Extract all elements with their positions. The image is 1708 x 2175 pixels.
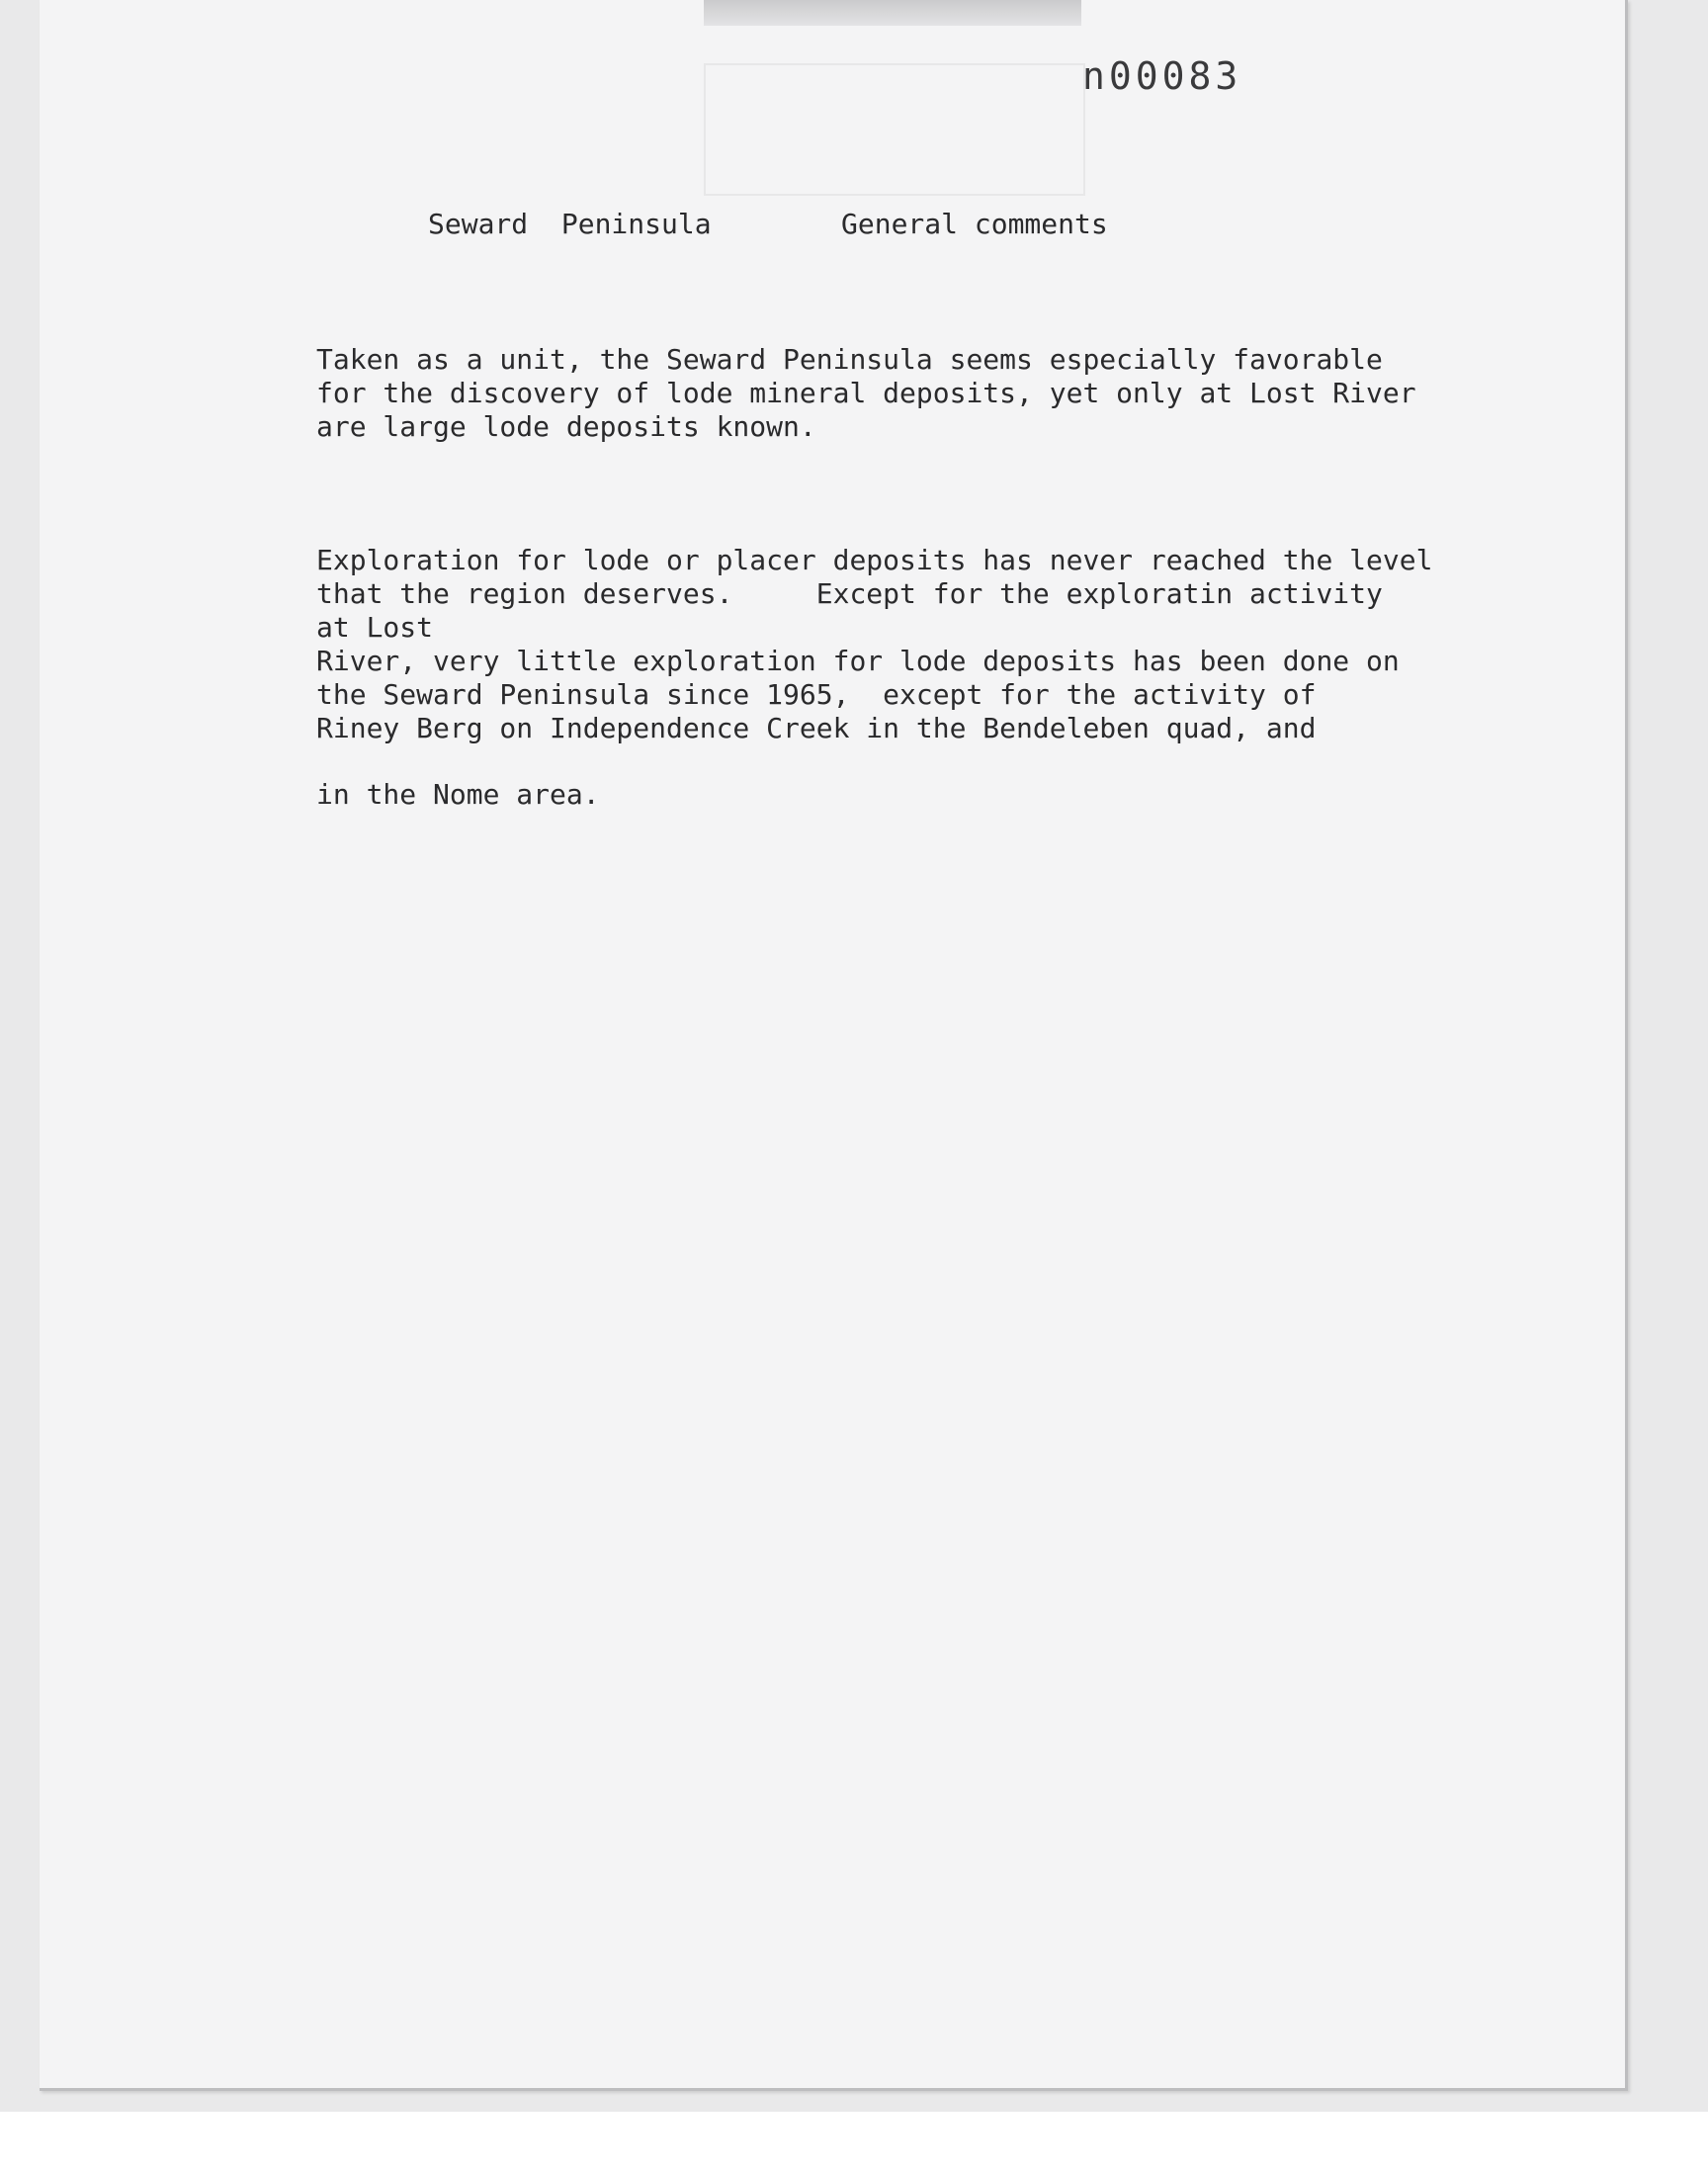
paragraph-2-line: the Seward Peninsula since 1965, except for the activity of — [316, 678, 1317, 711]
paragraph-2-line: River, very little exploration for lode deposits has been done on — [316, 645, 1400, 677]
paragraph-2-line: in the Nome area. — [316, 778, 600, 811]
heading-region: Seward Peninsula — [428, 208, 712, 240]
paragraph-1-line: are large lode deposits known. — [316, 410, 816, 443]
document-page — [40, 0, 1628, 2091]
paragraph-1-line: for the discovery of lode mineral deposits, yet only at Lost River — [316, 377, 1416, 409]
scan-smudge — [704, 0, 1081, 26]
paragraph-2-line: Riney Berg on Independence Creek in the Bendeleben quad, and — [316, 712, 1317, 744]
document-number: n00083 — [1082, 54, 1242, 98]
paragraph-2-line: at Lost — [316, 611, 434, 644]
bleed-through-box — [704, 63, 1085, 196]
heading-topic: General comments — [841, 208, 1108, 240]
paragraph-2-line: that the region deserves. Except for the exploratin activity — [316, 577, 1383, 610]
paragraph-1-line: Taken as a unit, the Seward Peninsula seems especially favorable — [316, 343, 1383, 376]
paragraph-2-line: Exploration for lode or placer deposits has never reached the level — [316, 544, 1433, 576]
